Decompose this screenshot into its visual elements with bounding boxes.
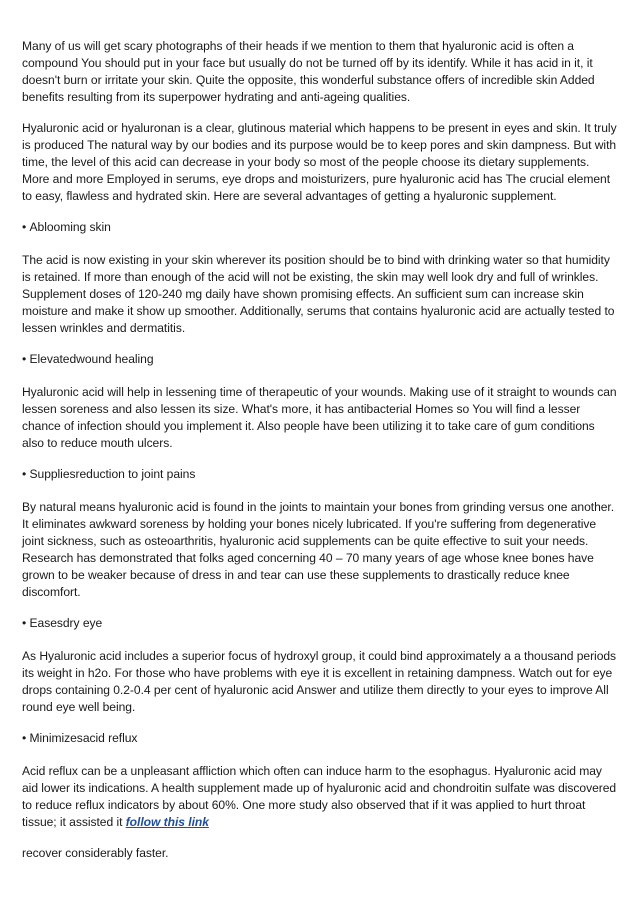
bullet-glyph: • (22, 731, 30, 745)
reflux-text: Acid reflux can be a unpleasant affliction which often can induce harm to the esophagus. Hyaluronic acid may aid lower its indications. A health supplement made up of hyaluronic acid and chondroitin sulfate was discovered to reduce reflux indicators by about 60%. One more study also observed that if it was applied to hurt throat tissue; it assisted it (22, 764, 617, 829)
section-heading-skin (22, 219, 618, 236)
bullet-glyph: • (22, 220, 30, 234)
section-body-skin: The acid is now existing in your skin wherever its position should be to bind with drinking water so that humidity is retained. If more than enough of the acid will not be existing, the skin may well look dry and full of wrinkles. Supplement doses of 120-240 mg daily have shown promising effects. An sufficient sum can increase skin moisture and make it show up smoother. Additionally, serums that contains hyaluronic acid are actually tested to lessen wrinkles and dermatitis. (22, 253, 615, 335)
section-body-wound: Hyaluronic acid will help in lessening time of therapeutic of your wounds. Making use of it straight to wounds can lessen soreness and also lessen its size. What's more, it has antibacterial Homes so You will find a lesser chance of infection should you implement it. Also people have been utilizing it to take care of gum conditions also to reduce mouth ulcers. (22, 385, 617, 450)
follow-link[interactable]: follow this link (125, 815, 209, 829)
bullet-glyph: • (22, 616, 30, 630)
section-body-reflux (22, 763, 618, 831)
closing-paragraph: recover considerably faster. (22, 846, 169, 860)
heading-part-b: blooming skin (37, 220, 111, 234)
heading-part-b: wound healing (76, 352, 154, 366)
intro-paragraph-1: Many of us will get scary photographs of their heads if we mention to them that hyaluronic acid is often a compound You should put in your face but usually do not be turned off by its identify. While it has acid in it, it doesn't burn or irritate your skin. Quite the opposite, this wonderful substance offers of incredible skin Added benefits resulting from its superpower hydrating and anti-ageing qualities. (22, 39, 595, 104)
heading-part-a: Eases (29, 616, 63, 630)
heading-part-a: Minimizes (29, 731, 83, 745)
section-body-joint: By natural means hyaluronic acid is found in the joints to maintain your bones from grinding versus one another. It eliminates awkward soreness by holding your bones nicely lubricated. If you're suffering from degenerative joint sickness, such as osteoarthritis, hyaluronic acid supplements can be quite effective to suit your needs. Research has demonstrated that folks aged concerning 40 – 70 many years of age whose knee bones have grown to be weaker because of dress in and tear can use these supplements to drastically reduce knee discomfort. (22, 500, 615, 599)
heading-part-b: dry eye (62, 616, 103, 630)
section-body-eye: As Hyaluronic acid includes a superior focus of hydroxyl group, it could bind approximately a a thousand periods its weight in h2o. For those who have problems with eye it is excellent in retaining dampness. Watch out for eye drops containing 0.2-0.4 per cent of hyaluronic acid Answer and utilize them directly to your eyes to improve All round eye well being. (22, 649, 617, 714)
bullet-glyph: • (22, 467, 30, 481)
heading-part-a: A (29, 220, 38, 234)
section-heading-eye (22, 615, 618, 632)
section-heading-joint (22, 466, 618, 483)
intro-paragraph-2: Hyaluronic acid or hyaluronan is a clear, glutinous material which happens to be present in eyes and skin. It truly is produced The natural way by our bodies and its purpose would be to keep pores and skin dampness. But with time, the level of this acid can decrease in your body so most of the people choose its dietary supplements. More and more Employed in serums, eye drops and moisturizers, pure hyaluronic acid has The crucial element to easy, flawless and hydrated skin. Here are several advantages of getting a hyaluronic supplement. (22, 121, 617, 203)
section-heading-wound (22, 351, 618, 368)
bullet-glyph: • (22, 352, 30, 366)
section-heading-reflux (22, 730, 618, 747)
heading-part-b: acid reflux (82, 731, 138, 745)
heading-part-a: Elevated (29, 352, 77, 366)
heading-part-b: reduction to joint pains (75, 467, 196, 481)
heading-part-a: Supplies (29, 467, 76, 481)
